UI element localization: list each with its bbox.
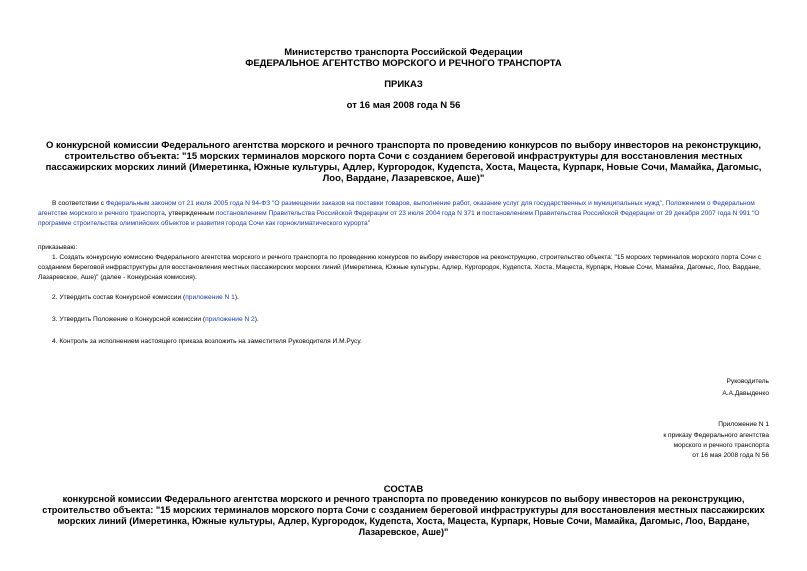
appendix-line-1: Приложение N 1 [718,421,769,428]
signature-name: А.А.Давыденко [722,390,769,397]
document-title: О конкурсной комиссии Федерального агентства морского и речного транспорта по проведению конкурсов по выбору инвесторов на реконструкцию, строительство объекта: "15 морских терминалов морского порта Сочи с созданием береговой инфраструктуры для восстановления местных пассажирских морских линий (Имеретинка, Южные культуры, Адлер, Кургородок, Кудепста, Хоста, Мацеста, Курпарк, Новые Сочи, Мамайка, Дагомыс, Лоо, Вардане, Лазаревское, Аше)" [45,140,762,184]
preamble-text-1: В соответствии с [52,200,106,207]
item-3-text: 3. Утвердить Положение о Конкурсной комиссии ( [52,316,206,323]
item-2 [38,293,770,303]
preamble-text-3: , утвержденным [164,210,216,217]
doc-date: от 16 мая 2008 года N 56 [346,100,461,111]
item-2-end: ). [234,294,239,301]
preamble-text-2: , [661,200,666,207]
appendix-1-link[interactable]: приложение N 1 [185,294,235,301]
appendix-line-2: к приказу Федерального агентства [663,432,769,439]
order-word: приказываю: [38,244,78,251]
item-3 [38,315,770,325]
appendix-line-4: от 16 мая 2008 года N 56 [692,452,769,459]
decree-371-link[interactable]: постановлением Правительства Российской Федерации от 23 июля 2004 года N 371 [215,210,475,217]
preamble-text-4: и [474,210,483,217]
item-1: 1. Создать конкурсную комиссию Федерального агентства морского и речного транспорта по проведению конкурсов по выбору инвесторов на реконструкцию, строительство объекта: "15 морских терминалов морского порта Сочи с созданием береговой инфраструктуры для восстановления местных пассажирских морских линий (Имеретинка, Южные культуры, Адлер, Кургородок, Кудепста, Хоста, Мацеста, Курпарк, Новые Сочи, Мамайка, Дагомыс, Лоо, Вардане, Лазаревское, Аше)" (далее - Конкурсная комиссия). [38,254,761,281]
decree-991-link[interactable]: постановлением Правительства Российской Федерации от 29 декабря 2007 года N 991 "О программе строительства олимпийских объектов и развития города Сочи как горноклиматического курорта" [38,210,760,227]
regulation-link[interactable]: Положением о Федеральном агентстве морского и речного транспорта [38,200,755,217]
doc-type-heading: ПРИКАЗ [384,79,423,90]
item-3-end: ). [254,316,259,323]
ministry-heading: Министерство транспорта Российской Федерации [284,47,523,58]
agency-heading: ФЕДЕРАЛЬНОЕ АГЕНТСТВО МОРСКОГО И РЕЧНОГО ТРАНСПОРТА [245,58,562,69]
item-2-text: 2. Утвердить состав Конкурсной комиссии ( [52,294,186,301]
law-94fz-link[interactable]: Федеральным законом от 21 июля 2005 года N 94-ФЗ "О размещении заказов на поставки товаров, выполнение работ, оказание услуг для государственных и муниципальных нужд" [105,200,662,207]
sostav-heading: СОСТАВ [383,484,424,495]
sostav-title: конкурсной комиссии Федерального агентства морского и речного транспорта по проведению конкурсов по выбору инвесторов на реконструкцию, строительство объекта: "15 морских терминалов морского порта Сочи с созданием береговой инфраструктуры для восстановления местных пассажирских морских линий (Имеретинка, Южные культуры, Адлер, Кургородок, Кудепста, Хоста, Мацеста, Курпарк, Новые Сочи, Мамайка, Дагомыс, Лоо, Вардане, Лазаревское, Аше)" [42,494,765,537]
item-4: 4. Контроль за исполнением настоящего приказа возложить на заместителя Руководителя И.М.Русу. [52,338,362,345]
appendix-2-link[interactable]: приложение N 2 [205,316,255,323]
signature-role: Руководитель [726,378,769,385]
preamble-paragraph [38,199,770,229]
appendix-line-3: морского и речного транспорта [673,442,769,449]
